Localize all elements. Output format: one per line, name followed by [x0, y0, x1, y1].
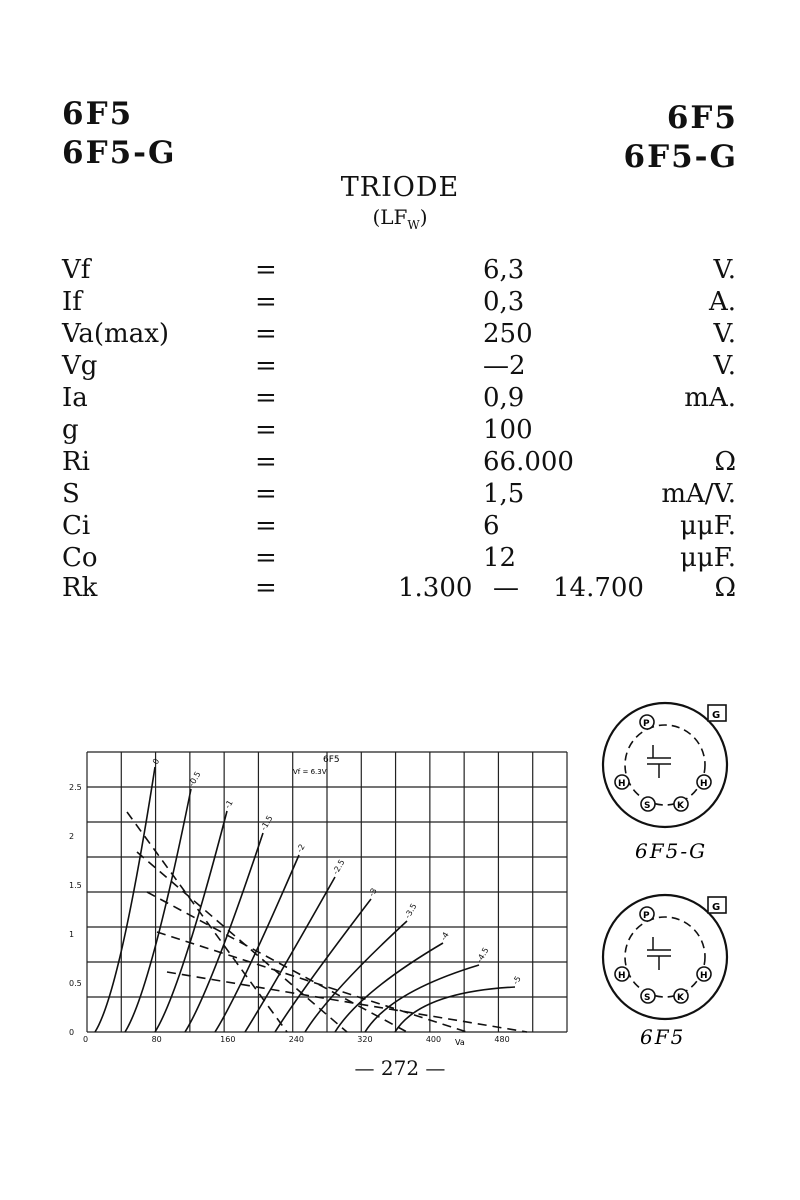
chart-note: Vf = 6.3V: [293, 768, 327, 776]
spec-row-if: [0, 287, 800, 319]
pin-h-left-label: H: [618, 971, 626, 981]
spec-unit: mA.: [684, 383, 736, 413]
x-tick-label: 80: [151, 1035, 162, 1044]
curve-label: -0.5: [186, 769, 203, 788]
socket-cap-label: G: [712, 710, 721, 721]
curve-label: 0: [150, 757, 162, 766]
spec-unit: μμF.: [679, 511, 736, 541]
spec-value: 66.000: [483, 447, 574, 477]
spec-row-vg: [0, 351, 800, 383]
spec-row-ia: [0, 383, 800, 415]
tube-title-right: [624, 100, 739, 178]
tube-class-sub: W: [407, 218, 420, 232]
socket-label: 6F5-G: [635, 839, 708, 863]
pin-h-left-label: H: [618, 779, 626, 789]
tube-title-left: [62, 96, 177, 174]
spec-row-ci: [0, 511, 800, 543]
spec-value: 6: [483, 511, 500, 541]
socket-shield: [625, 725, 705, 805]
spec-equals: =: [255, 573, 277, 603]
curve-label: -2.5: [330, 857, 347, 876]
tube-variant-left: 6F5-G: [62, 135, 177, 171]
curve-label: -1: [222, 798, 235, 810]
curve-label: -2: [294, 842, 307, 854]
spec-equals: =: [255, 447, 277, 477]
tube-name-left: 6F5: [62, 96, 134, 132]
tube-type: TRIODE: [340, 172, 460, 203]
rk-range-dash: —: [493, 573, 519, 603]
plate-curve: [365, 965, 479, 1032]
socket-shield: [625, 917, 705, 997]
x-tick-label: 240: [288, 1035, 304, 1044]
spec-value: —2: [483, 351, 526, 381]
plate-curve: [335, 943, 443, 1032]
spec-unit: V.: [713, 351, 736, 381]
spec-value: 250: [483, 319, 533, 349]
spec-row-vf: [0, 255, 800, 287]
rk-min-value: 1.300: [398, 573, 473, 603]
socket-cap-label: G: [712, 902, 721, 913]
load-line: [127, 812, 287, 1032]
chart-curves: [95, 767, 515, 1032]
spec-row-s: [0, 479, 800, 511]
spec-row-g: [0, 415, 800, 447]
spec-symbol: Va(max): [62, 319, 169, 349]
y-tick-label: 2: [69, 832, 75, 841]
curve-label: -4: [438, 930, 451, 942]
x-tick-label: 160: [220, 1035, 236, 1044]
spec-symbol: Co: [62, 543, 98, 573]
spec-equals: =: [255, 543, 277, 573]
socket-diagram-6f5-g: [595, 700, 745, 870]
spec-unit: μμF.: [679, 543, 736, 573]
spec-row-co: [0, 543, 800, 575]
spec-equals: =: [255, 287, 277, 317]
spec-value: 0,9: [483, 383, 525, 413]
tube-name-right: 6F5: [666, 100, 738, 136]
pin-p-label: P: [643, 719, 650, 729]
x-tick-label: 480: [494, 1035, 510, 1044]
spec-symbol: S: [62, 479, 80, 509]
tube-class-main: (LF: [372, 205, 408, 229]
y-tick-label: 0.5: [69, 979, 82, 988]
characteristic-curves-chart: [55, 740, 575, 1050]
x-tick-label: 320: [357, 1035, 373, 1044]
pin-p-label: P: [643, 911, 650, 921]
spec-unit: V.: [713, 319, 736, 349]
spec-equals: =: [255, 511, 277, 541]
page-number: — 272 —: [354, 1056, 446, 1080]
curve-label: -3.5: [402, 901, 419, 920]
spec-unit: Ω: [714, 447, 736, 477]
spec-symbol: g: [62, 415, 79, 445]
spec-unit: A.: [708, 287, 736, 317]
tube-class: [0, 205, 800, 232]
curve-label: -3: [366, 886, 379, 898]
spec-equals: =: [255, 383, 277, 413]
spec-equals: =: [255, 351, 277, 381]
y-tick-label: 2.5: [69, 783, 82, 792]
spec-unit: V.: [713, 255, 736, 285]
chart-title: 6F5: [323, 755, 340, 765]
pin-h-right-label: H: [700, 971, 708, 981]
curve-label: -4.5: [474, 945, 491, 964]
spec-equals: =: [255, 255, 277, 285]
spec-equals: =: [255, 319, 277, 349]
spec-symbol: If: [62, 287, 82, 317]
tube-class-close: ): [419, 205, 428, 229]
spec-symbol: Rk: [62, 573, 98, 603]
spec-unit: mA/V.: [661, 479, 736, 509]
tube-variant-right: 6F5-G: [623, 139, 738, 175]
spec-row-ri: [0, 447, 800, 479]
spec-unit: Ω: [714, 573, 736, 603]
y-tick-label: 0: [69, 1028, 75, 1037]
plate-curve: [215, 855, 299, 1032]
spec-symbol: Vf: [62, 255, 91, 285]
pin-s-label: S: [644, 801, 651, 811]
spec-symbol: Ia: [62, 383, 88, 413]
socket-label: 6F5: [640, 1025, 686, 1049]
x-tick-label: 0: [83, 1035, 89, 1044]
y-tick-label: 1.5: [69, 881, 82, 890]
triode-symbol: [647, 937, 671, 970]
plate-curve: [395, 987, 515, 1032]
spec-value: 6,3: [483, 255, 525, 285]
spec-value: 100: [483, 415, 533, 445]
spec-equals: =: [255, 479, 277, 509]
spec-value: 0,3: [483, 287, 525, 317]
curve-label: -1.5: [258, 813, 275, 832]
spec-equals: =: [255, 415, 277, 445]
spec-value: 1,5: [483, 479, 525, 509]
spec-row-rk: [0, 573, 800, 605]
spec-symbol: Ci: [62, 511, 91, 541]
pin-k-label: K: [677, 801, 684, 811]
rk-max-value: 14.700: [553, 573, 644, 603]
load-line: [157, 932, 467, 1032]
spec-symbol: Ri: [62, 447, 90, 477]
chart-x-axis-label: Va: [455, 1038, 465, 1047]
pin-s-label: S: [644, 993, 651, 1003]
spec-value: 12: [483, 543, 517, 573]
x-tick-label: 400: [425, 1035, 442, 1044]
spec-row-va-max: [0, 319, 800, 351]
pin-h-right-label: H: [700, 779, 708, 789]
curve-label: -5: [510, 974, 523, 986]
pin-k-label: K: [677, 993, 684, 1003]
y-tick-label: 1: [69, 930, 75, 939]
spec-symbol: Vg: [62, 351, 98, 381]
plate-curve: [155, 811, 227, 1032]
plate-curve: [95, 767, 155, 1032]
triode-symbol: [647, 745, 671, 778]
socket-diagram-6f5: [595, 892, 745, 1062]
